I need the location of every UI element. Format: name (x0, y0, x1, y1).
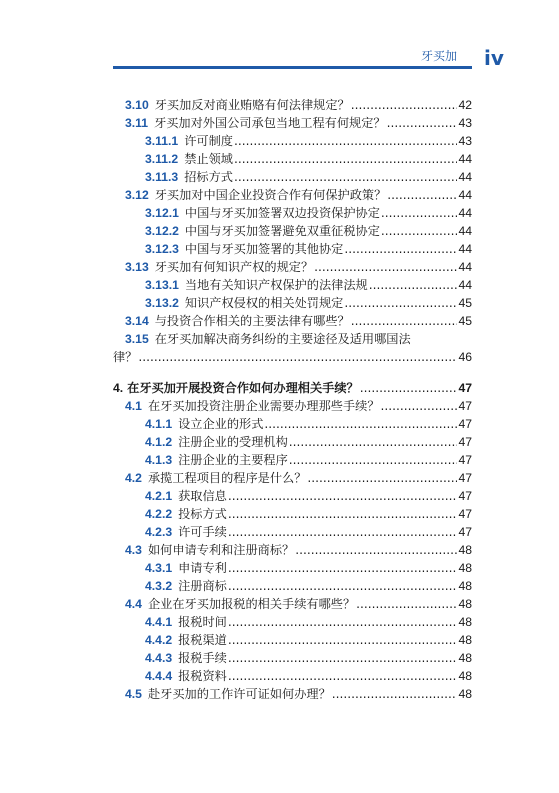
toc-leader-dots (369, 276, 458, 294)
toc-entry-number: 4.2 (125, 471, 142, 485)
toc-entry[interactable] (113, 541, 472, 559)
toc-entry-title: 获取信息 (178, 489, 227, 503)
toc-entry[interactable] (113, 559, 472, 577)
toc-chapter-title: 在牙买加开展投资合作如何办理相关手续？ (127, 381, 359, 395)
toc-entry-page: 43 (458, 116, 472, 130)
toc-leader-dots (344, 294, 457, 312)
toc-entry-page: 48 (458, 633, 472, 647)
header-country-name: 牙买加 (421, 49, 458, 63)
toc-entry[interactable] (113, 487, 472, 505)
toc-entry-title: 许可手续 (178, 525, 227, 539)
toc-entry-page: 47 (458, 453, 472, 467)
toc-entry-page: 44 (458, 206, 472, 220)
toc-entry-number: 3.12.2 (145, 224, 179, 238)
toc-entry-number: 4.2.2 (145, 507, 173, 521)
toc-entry-page: 45 (458, 314, 472, 328)
toc-leader-dots (228, 577, 458, 595)
toc-entry-page: 44 (458, 242, 472, 256)
toc-entry-number: 4.1.1 (145, 417, 173, 431)
toc-entry-page: 42 (458, 98, 472, 112)
toc-entry[interactable] (113, 415, 472, 433)
toc-entry[interactable] (113, 613, 472, 631)
toc-entry[interactable] (113, 276, 472, 294)
toc-entry-number: 3.12.1 (145, 206, 179, 220)
toc-entry-continuation[interactable] (113, 348, 472, 366)
toc-entry[interactable] (113, 631, 472, 649)
toc-entry-page: 43 (458, 134, 472, 148)
toc-entry[interactable] (113, 667, 472, 685)
toc-entry-number: 4.3 (125, 543, 142, 557)
toc-leader-dots (381, 222, 458, 240)
toc-entry-title: 报税手续 (178, 651, 227, 665)
toc-entry[interactable] (113, 150, 472, 168)
toc-entry-number: 3.12 (125, 188, 149, 202)
toc-leader-dots (289, 433, 458, 451)
toc-entry-title: 许可制度 (184, 134, 233, 148)
toc-leader-dots (332, 685, 458, 703)
toc-entry[interactable] (113, 186, 472, 204)
toc-entry-number: 4.3.2 (145, 579, 173, 593)
toc-entry[interactable] (113, 132, 472, 150)
toc-entry-title: 与投资合作相关的主要法律有哪些？ (154, 314, 350, 328)
toc-entry-title: 中国与牙买加签署的其他协定 (184, 242, 344, 256)
toc-entry[interactable] (113, 114, 472, 132)
toc-entry[interactable] (113, 222, 472, 240)
toc-leader-dots (381, 204, 458, 222)
toc-leader-dots (228, 649, 458, 667)
toc-entry-number: 3.12.3 (145, 242, 179, 256)
toc-leader-dots (356, 595, 457, 613)
toc-entry-title: 当地有关知识产权保护的法律法规 (184, 278, 368, 292)
toc-entry[interactable] (113, 204, 472, 222)
toc-entry-page: 45 (458, 296, 472, 310)
toc-entry-title: 注册企业的受理机构 (178, 435, 288, 449)
toc-entry[interactable] (113, 523, 472, 541)
toc-entry[interactable] (113, 685, 472, 703)
toc-entry-title: 知识产权侵权的相关处罚规定 (184, 296, 344, 310)
toc-leader-dots (228, 505, 458, 523)
toc-entry[interactable] (113, 294, 472, 312)
toc-entry-number: 4.1 (125, 399, 142, 413)
toc-entry[interactable] (113, 469, 472, 487)
toc-entry-page: 48 (458, 669, 472, 683)
toc-entry-number: 4.4.2 (145, 633, 173, 647)
toc-entry-page: 47 (458, 399, 472, 413)
toc-entry[interactable] (113, 240, 472, 258)
toc-leader-dots (351, 312, 458, 330)
toc-entry-number: 3.11.1 (145, 134, 179, 148)
toc-entry-page: 46 (458, 350, 472, 364)
toc-entry-number: 3.14 (125, 314, 149, 328)
toc-entry[interactable] (113, 168, 472, 186)
toc-entry[interactable] (113, 330, 472, 348)
toc-entry-number: 4.4.1 (145, 615, 173, 629)
toc-entry-number: 4.5 (125, 687, 142, 701)
toc-entry-page: 48 (458, 561, 472, 575)
toc-chapter-entry[interactable] (113, 379, 472, 397)
toc-entry-title: 设立企业的形式 (178, 417, 264, 431)
toc-leader-dots (387, 186, 457, 204)
toc-entry-number: 4.2.1 (145, 489, 173, 503)
toc-entry-title: 注册商标 (178, 579, 227, 593)
toc-entry-title: 注册企业的主要程序 (178, 453, 288, 467)
header-rule (113, 66, 472, 69)
header-page-number: iv (484, 46, 504, 70)
toc-chapter-page: 47 (458, 381, 472, 395)
toc-entry[interactable] (113, 433, 472, 451)
toc-entry-number: 4.4 (125, 597, 142, 611)
toc-entry-title: 在牙买加投资注册企业需要办理那些手续？ (147, 399, 380, 413)
toc-entry[interactable] (113, 577, 472, 595)
toc-entry[interactable] (113, 397, 472, 415)
toc-leader-dots (314, 258, 457, 276)
toc-entry-number: 4.1.3 (145, 453, 173, 467)
toc-entry-number: 3.10 (125, 98, 149, 112)
toc-leader-dots (228, 631, 458, 649)
toc-entry-page: 47 (458, 489, 472, 503)
toc-leader-dots (264, 415, 457, 433)
toc-entry-page: 44 (458, 224, 472, 238)
toc-entry-number: 3.13.1 (145, 278, 179, 292)
toc-entry[interactable] (113, 505, 472, 523)
toc-entry-number: 4.1.2 (145, 435, 173, 449)
toc-entry-page: 44 (458, 188, 472, 202)
toc-entry-page: 48 (458, 651, 472, 665)
toc-leader-dots (289, 451, 458, 469)
toc-entry-title: 招标方式 (184, 170, 233, 184)
toc-leader-dots (228, 523, 458, 541)
toc-leader-dots (228, 613, 458, 631)
toc-leader-dots (234, 150, 457, 168)
toc-entry-title: 报税渠道 (178, 633, 227, 647)
toc-entry-title: 牙买加对中国企业投资合作有何保护政策？ (154, 188, 387, 202)
toc-entry-title: 承揽工程项目的程序是什么？ (147, 471, 307, 485)
toc-entry-title: 报税时间 (178, 615, 227, 629)
toc-entry-number: 3.11.3 (145, 170, 179, 184)
toc-entry-number: 4.2.3 (145, 525, 173, 539)
toc-entry-title: 报税资料 (178, 669, 227, 683)
toc-entry-title: 申请专利 (178, 561, 227, 575)
toc-entry-page: 47 (458, 507, 472, 521)
toc-entry-page: 44 (458, 260, 472, 274)
toc-entry-page: 48 (458, 687, 472, 701)
toc-leader-dots (234, 132, 457, 150)
toc-entry-page: 44 (458, 278, 472, 292)
toc-leader-dots (228, 667, 458, 685)
toc-entry-title: 企业在牙买加报税的相关手续有哪些？ (147, 597, 356, 611)
toc-entry-title: 中国与牙买加签署避免双重征税协定 (184, 224, 380, 238)
toc-entry-number: 3.13.2 (145, 296, 179, 310)
toc-entry-number: 3.11.2 (145, 152, 179, 166)
toc-entry-title: 牙买加反对商业贿赂有何法律规定？ (154, 98, 350, 112)
toc-leader-dots (234, 168, 457, 186)
toc-entry-title: 禁止领域 (184, 152, 233, 166)
toc-entry-number: 4.4.4 (145, 669, 173, 683)
toc-entry-page: 48 (458, 597, 472, 611)
toc-entry-page: 47 (458, 435, 472, 449)
toc-entry-page: 48 (458, 615, 472, 629)
toc-entry-title: 投标方式 (178, 507, 227, 521)
toc-entry[interactable] (113, 258, 472, 276)
toc-entry[interactable] (113, 312, 472, 330)
toc-leader-dots (295, 541, 457, 559)
toc-entry[interactable] (113, 595, 472, 613)
toc-entry-page: 47 (458, 525, 472, 539)
toc-entry-page: 48 (458, 543, 472, 557)
toc-leader-dots (344, 240, 457, 258)
toc-entry-title: 赴牙买加的工作许可证如何办理？ (147, 687, 331, 701)
toc-leader-dots (387, 114, 458, 132)
toc-entry-number: 4.3.1 (145, 561, 173, 575)
toc-entry-number: 3.13 (125, 260, 149, 274)
toc-leader-dots (351, 96, 458, 114)
toc-leader-dots (307, 469, 457, 487)
toc-entry-title: 牙买加对外国公司承包当地工程有何规定？ (154, 116, 386, 130)
toc-entry-page: 44 (458, 170, 472, 184)
toc-entry-title: 律？ (113, 350, 138, 364)
toc-entry-number: 4.4.3 (145, 651, 173, 665)
toc-entry-page: 47 (458, 471, 472, 485)
toc-leader-dots (228, 559, 458, 577)
toc-entry-title: 中国与牙买加签署双边投资保护协定 (184, 206, 380, 220)
toc-leader-dots (228, 487, 458, 505)
toc-entry-page: 48 (458, 579, 472, 593)
toc-chapter-number: 4. (113, 381, 124, 395)
toc-leader-dots (360, 379, 458, 397)
toc-entry[interactable] (113, 451, 472, 469)
toc-entry-number: 3.11 (125, 116, 149, 130)
toc-entry-page: 47 (458, 417, 472, 431)
toc-entry[interactable] (113, 96, 472, 114)
toc-entry[interactable] (113, 649, 472, 667)
toc-entry-title: 如何申请专利和注册商标？ (147, 543, 295, 557)
toc-entry-number: 3.15 (125, 332, 149, 346)
toc-entry-title: 在牙买加解决商务纠纷的主要途径及适用哪国法 (154, 332, 411, 346)
toc-entry-page: 44 (458, 152, 472, 166)
toc-entry-title: 牙买加有何知识产权的规定？ (154, 260, 314, 274)
toc-leader-dots (381, 397, 458, 415)
toc-leader-dots (138, 348, 457, 366)
